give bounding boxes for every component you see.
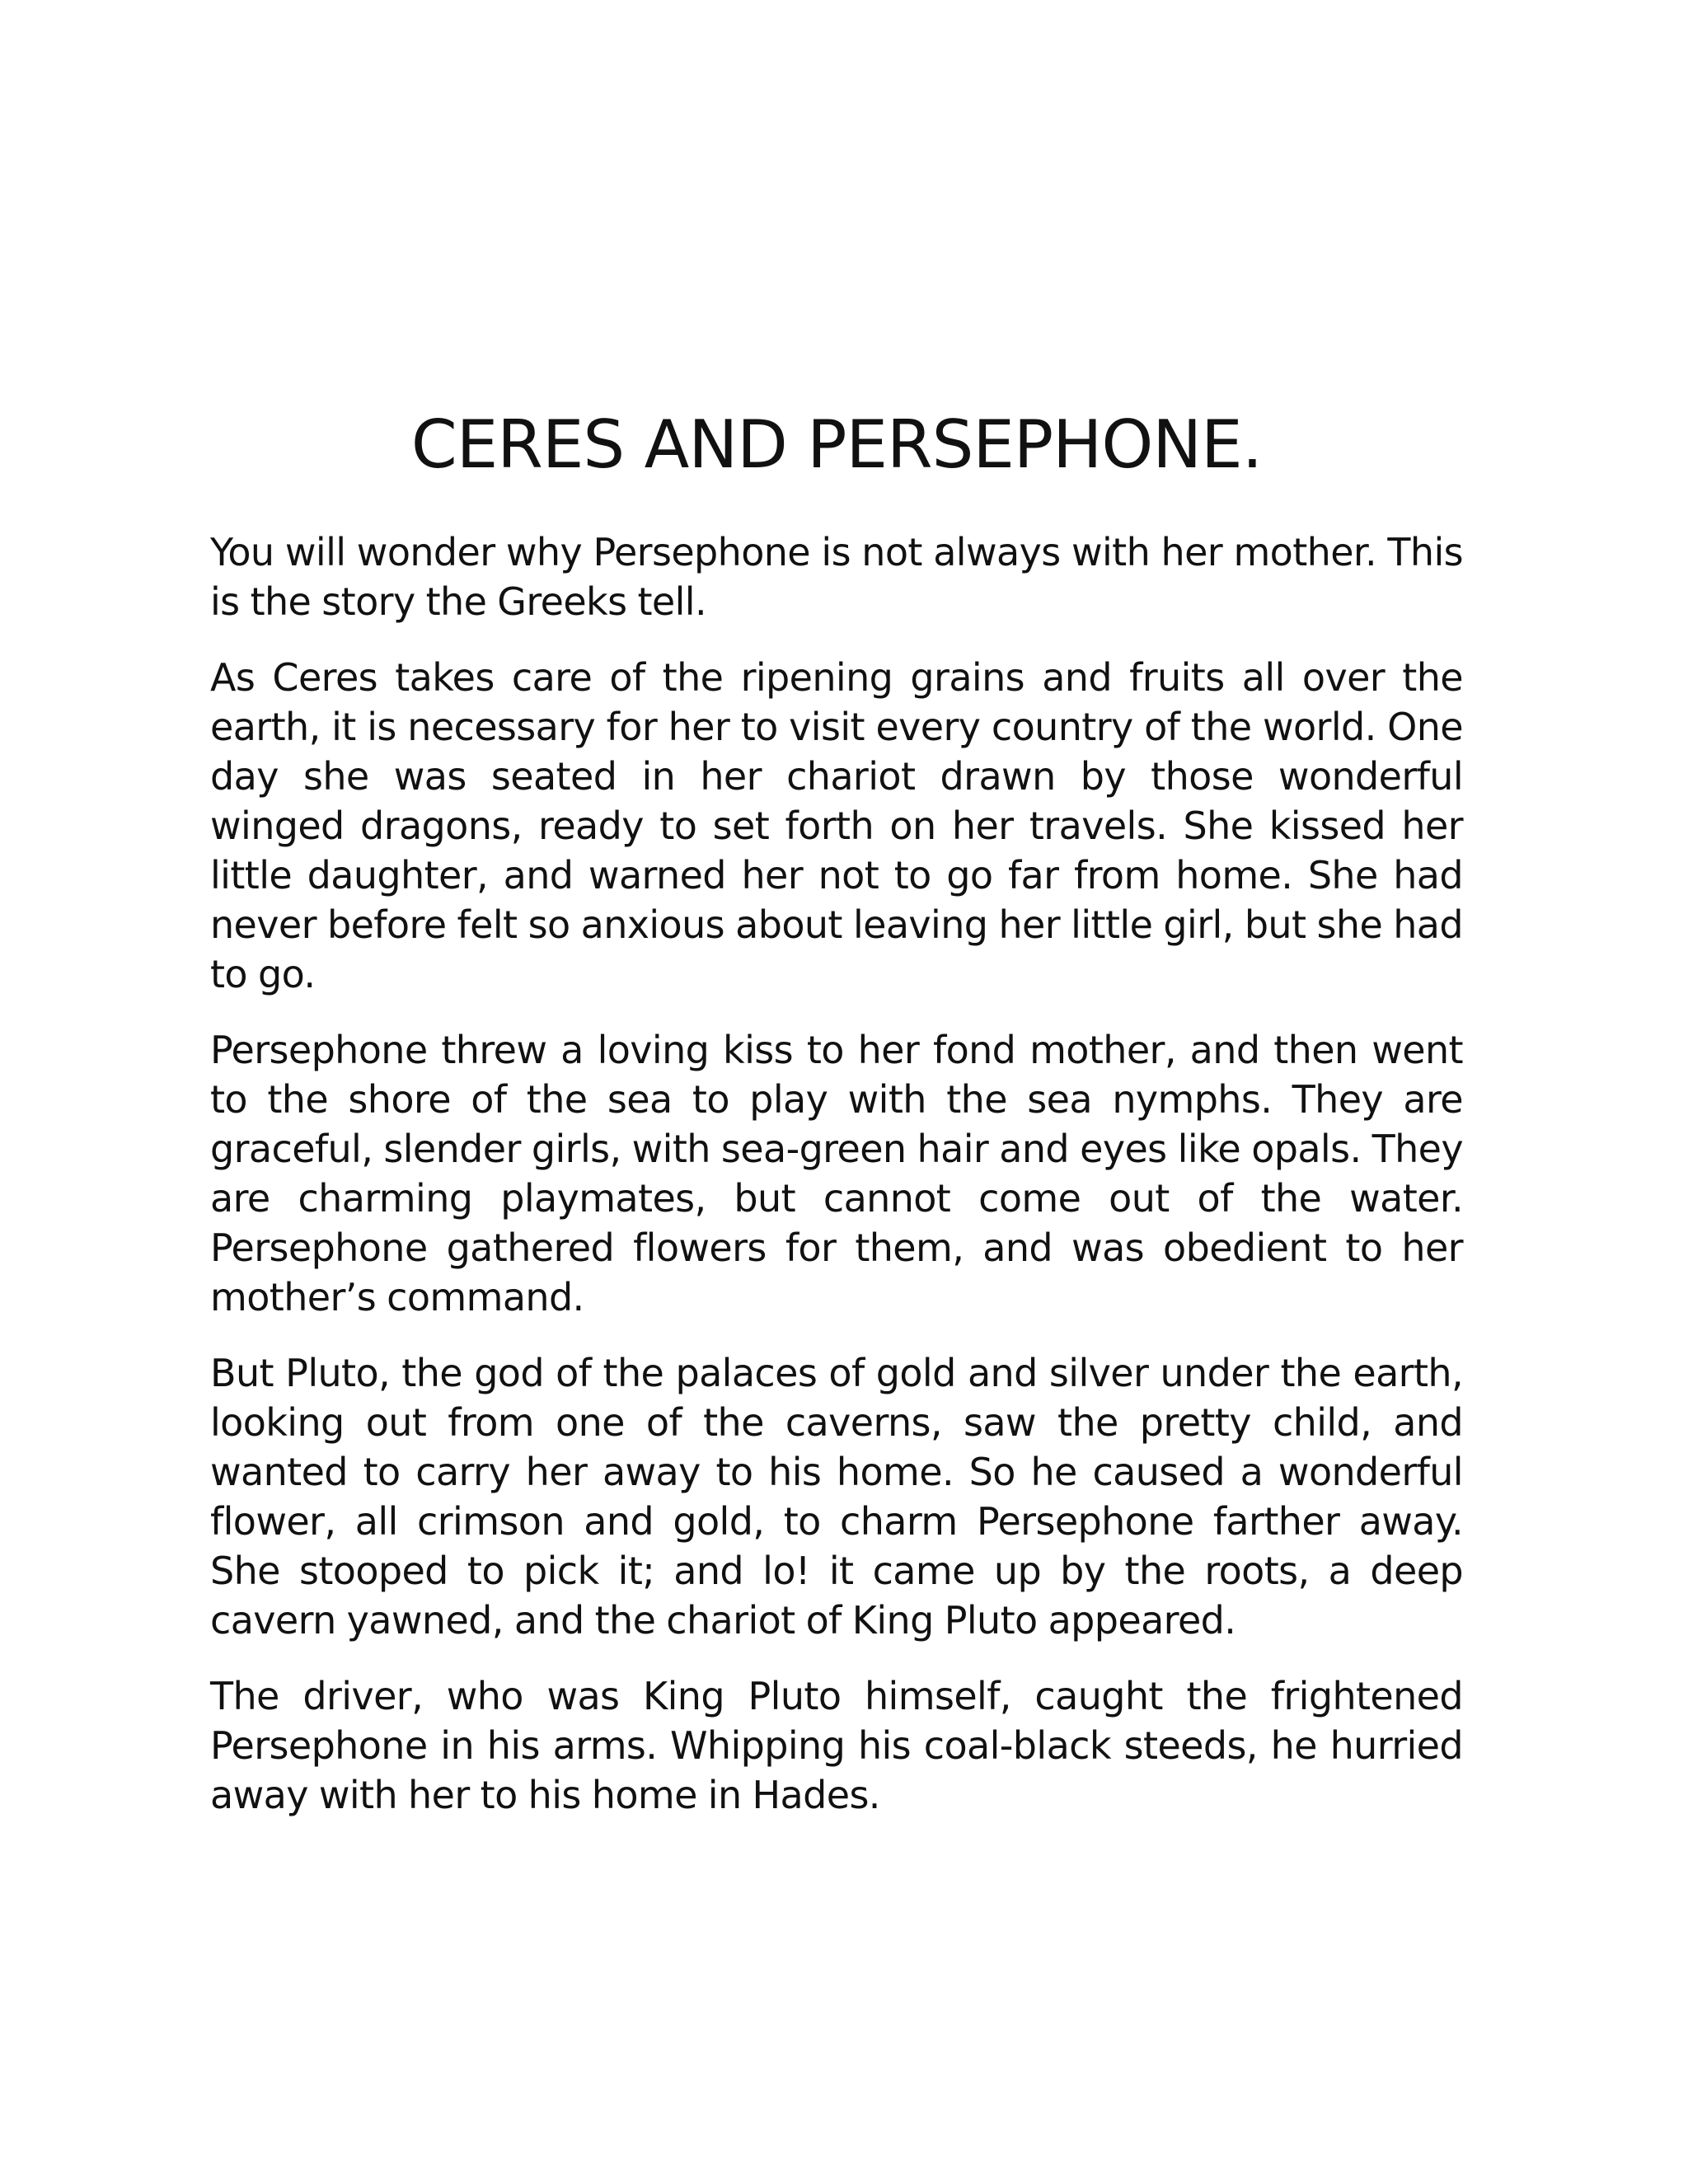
page-title: CERES AND PERSEPHONE.: [410, 406, 1263, 483]
paragraph-5: The driver, who was King Pluto himself, caught the frightened Persephone in his arms. Whipping his coal-black steeds, he hurried away with her to his home in Hades.: [210, 1674, 1463, 1817]
document-page: [210, 404, 1463, 1846]
paragraph-4: But Pluto, the god of the palaces of gold and silver under the earth, looking out from one of the caverns, saw the pretty child, and wanted to carry her away to his home. So he caused a wonderful flower, all crimson and gold, to charm Persephone farther away. She stooped to pick it; and lo! it came up by the roots, a deep cavern yawned, and the chariot of King Pluto appeared.: [210, 1351, 1463, 1643]
paragraph-1: You will wonder why Persephone is not always with her mother. This is the story the Greeks tell.: [210, 530, 1463, 624]
paragraph-3: Persephone threw a loving kiss to her fond mother, and then went to the shore of the sea to play with the sea nymphs. They are graceful, slender girls, with sea-green hair and eyes like opals. They are charming playmates, but cannot come out of the water. Persephone gathered flowers for them, and was obedient to her mother’s command.: [210, 1028, 1463, 1319]
paragraph-2: As Ceres takes care of the ripening grains and fruits all over the earth, it is necessary for her to visit every country of the world. One day she was seated in her chariot drawn by those wonderful winged dragons, ready to set forth on her travels. She kissed her little daughter, and warned her not to go far from home. She had never before felt so anxious about leaving her little girl, but she had to go.: [210, 655, 1463, 996]
